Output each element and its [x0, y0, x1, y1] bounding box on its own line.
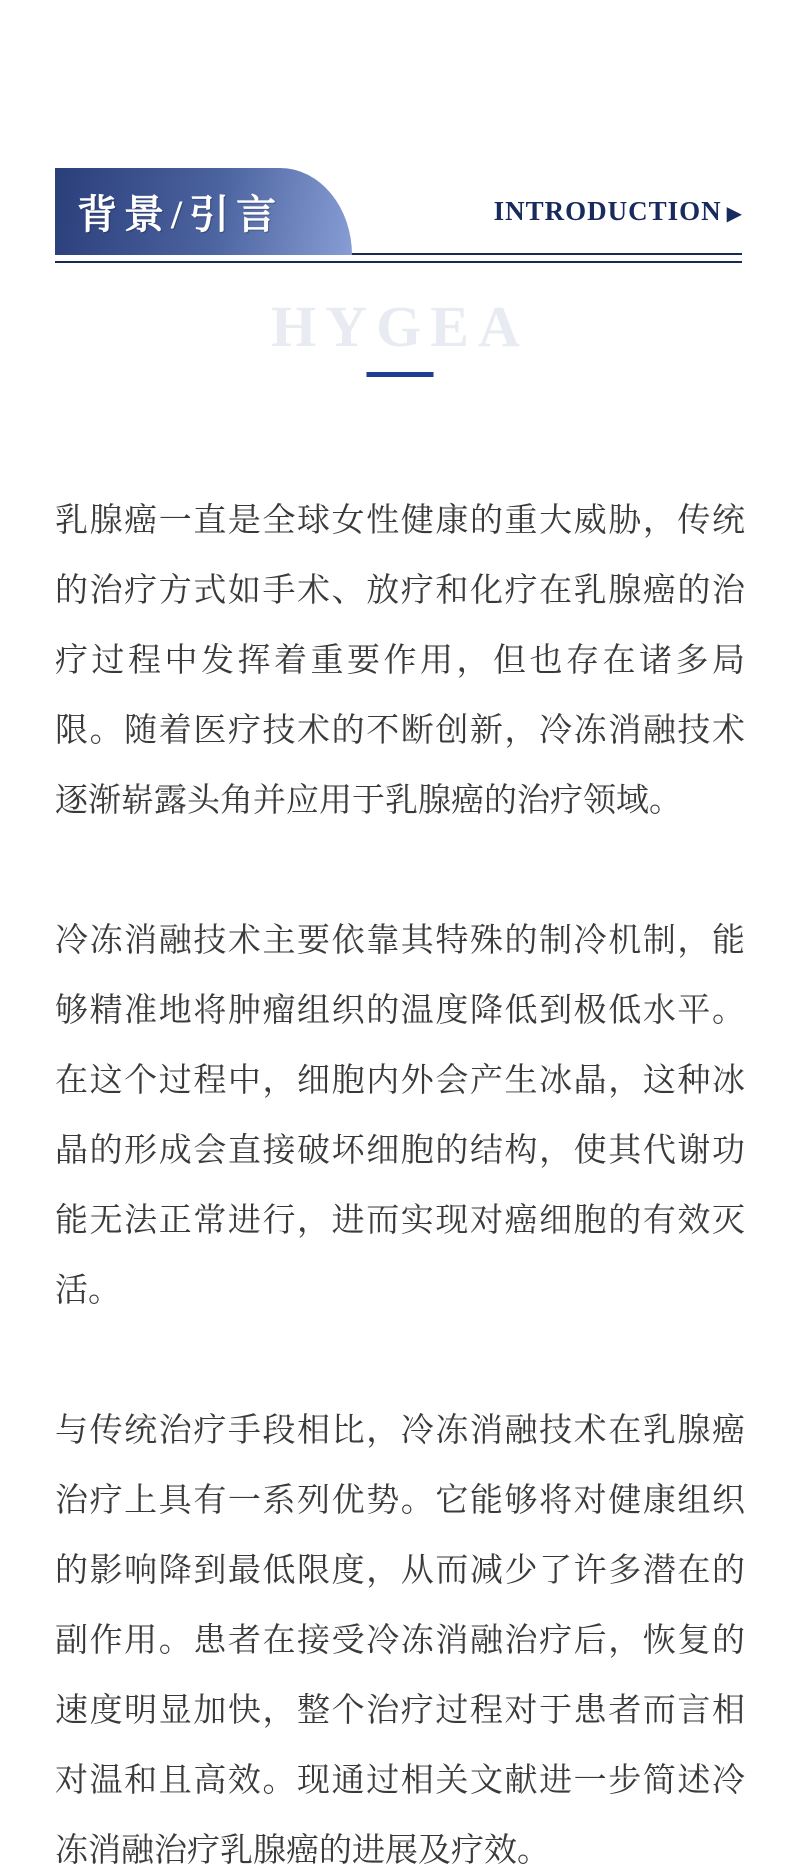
right-triangle-icon: ▶ [726, 200, 742, 225]
section-label-en [494, 196, 742, 227]
brand-watermark: HYGEA [271, 294, 529, 359]
paragraph: 冷冻消融技术主要依靠其特殊的制冷机制，能够精准地将肿瘤组织的温度降低到极低水平。在这个过程中，细胞内外会产生冰晶，这种冰晶的形成会直接破坏细胞的结构，使其代谢功能无法正常进行，进而实现对癌细胞的有效灭活。 [55, 921, 745, 1308]
section-label-en-text: INTRODUCTION [493, 196, 722, 226]
section-badge-label: 背景/引言 [77, 192, 284, 237]
section-badge [55, 168, 352, 255]
short-divider [367, 372, 434, 377]
paragraph: 乳腺癌一直是全球女性健康的重大威胁，传统的治疗方式如手术、放疗和化疗在乳腺癌的治疗过程中发挥着重要作用，但也存在诸多局限。随着医疗技术的不断创新，冷冻消融技术逐渐崭露头角并应用于乳腺癌的治疗领域。 [55, 501, 745, 818]
article-body [55, 485, 745, 1868]
header-rule-bottom [55, 261, 742, 263]
paragraph: 与传统治疗手段相比，冷冻消融技术在乳腺癌治疗上具有一系列优势。它能够将对健康组织的影响降到最低限度，从而减少了许多潜在的副作用。患者在接受冷冻消融治疗后，恢复的速度明显加快，整个治疗过程对于患者而言相对温和且高效。现通过相关文献进一步简述冷冻消融治疗乳腺癌的进展及疗效。 [55, 1411, 745, 1868]
